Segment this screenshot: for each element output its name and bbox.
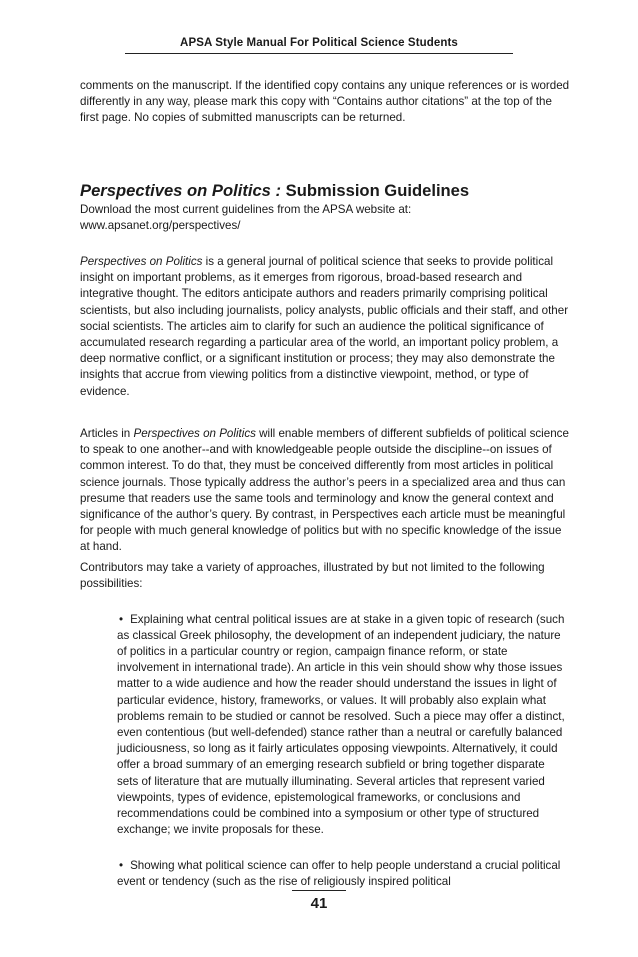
page-number: 41 — [310, 895, 328, 912]
heading-italic: Perspectives on Politics : — [80, 181, 282, 200]
download-url: www.apsanet.org/perspectives/ — [80, 219, 241, 233]
header-rule — [125, 53, 513, 54]
journal-description-text: is a general journal of political science that seeks to provide political insight on important problems, as it emerges from rigorous, broad-based research and integrative thought. The editors anticipate authors and readers primarily comprising political scientists, but also including journalists, policy analysts, public officials and their staff, and other social scientists. The articles aim to clarify for such an audience the political significance of accumulated research regarding a particular area of the world, an important policy problem, a deep normative conflict, or a significant institution or process; they may also demonstrate the insights that accrue from viewing politics from a distinctive viewpoint, method, or type of evidence. — [80, 255, 569, 398]
articles-before: Articles in — [80, 427, 134, 440]
intro-text: comments on the manuscript. If the identified copy contains any unique references or is worded differently in any way, please mark this copy with “Contains author citations” at the top of the first page. No copies of submitted manuscripts can be returned. — [80, 79, 570, 125]
articles-after: will enable members of different subfields of political science to speak to one another--and with knowledgeable people outside the discipline--on issues of common interest. To do that, they must be conceived differently from most articles in political science journals. Those typically address the author’s peers in a specialized area and thus can presume that readers use the same tools and terminology and know the general context and significance of the author’s query. By contrast, in Perspectives each article must be meaningful for people with much general knowledge of politics but with no specific knowledge of the issue at hand. — [80, 427, 569, 554]
list-item — [117, 846, 567, 902]
intro-paragraph — [80, 78, 570, 127]
bullet-icon: • — [119, 612, 124, 626]
bullet-text: Showing what political science can offer to help people understand a crucial political event or tendency (such as the rise of religiously inspired political — [117, 858, 561, 888]
download-paragraph — [80, 202, 570, 234]
running-head: APSA Style Manual For Political Science Students — [180, 37, 458, 49]
contributors-paragraph — [80, 560, 570, 592]
download-text: Download the most current guidelines from the APSA website at: — [80, 203, 412, 216]
articles-journal-title: Perspectives on Politics — [133, 427, 256, 440]
bullet-icon: • — [119, 858, 124, 872]
articles-paragraph — [80, 426, 570, 556]
contributors-text: Contributors may take a variety of approaches, illustrated by but not limited to the following possibilities: — [80, 561, 545, 591]
journal-description-paragraph — [80, 254, 570, 400]
bullet-text: Explaining what central political issues are at stake in a given topic of research (such as classical Greek philosophy, the development of an independent judiciary, the nature of politics in a particular country or region, campaign finance reform, or state involvement in international trade). An article in this vein should show why those issues matter to a wide audience and how the reader should understand the issues in light of particular evidence, history, frameworks, or values. It will probably also explain what problems remain to be studied or cannot be resolved. Such a piece may offer a distinct, even contentious (but well-defended) stance rather than a neutral or carefully balanced judiciousness, so long as it fairly articulates opposing viewpoints. Alternatively, it could offer a broad summary of an emerging research subfield or bring together disparate sets of literature that are mutually illuminating. Several articles that represent varied viewpoints, types of evidence, epistemological frameworks, or conclusions and recommendations could be combined into a symposium or other type of structured exchange; we invite proposals for these. — [117, 612, 565, 837]
footer-rule — [292, 890, 346, 891]
journal-title: Perspectives on Politics — [80, 255, 203, 268]
section-heading — [80, 181, 580, 201]
list-item — [117, 600, 567, 850]
heading-rest: Submission Guidelines — [281, 181, 470, 200]
